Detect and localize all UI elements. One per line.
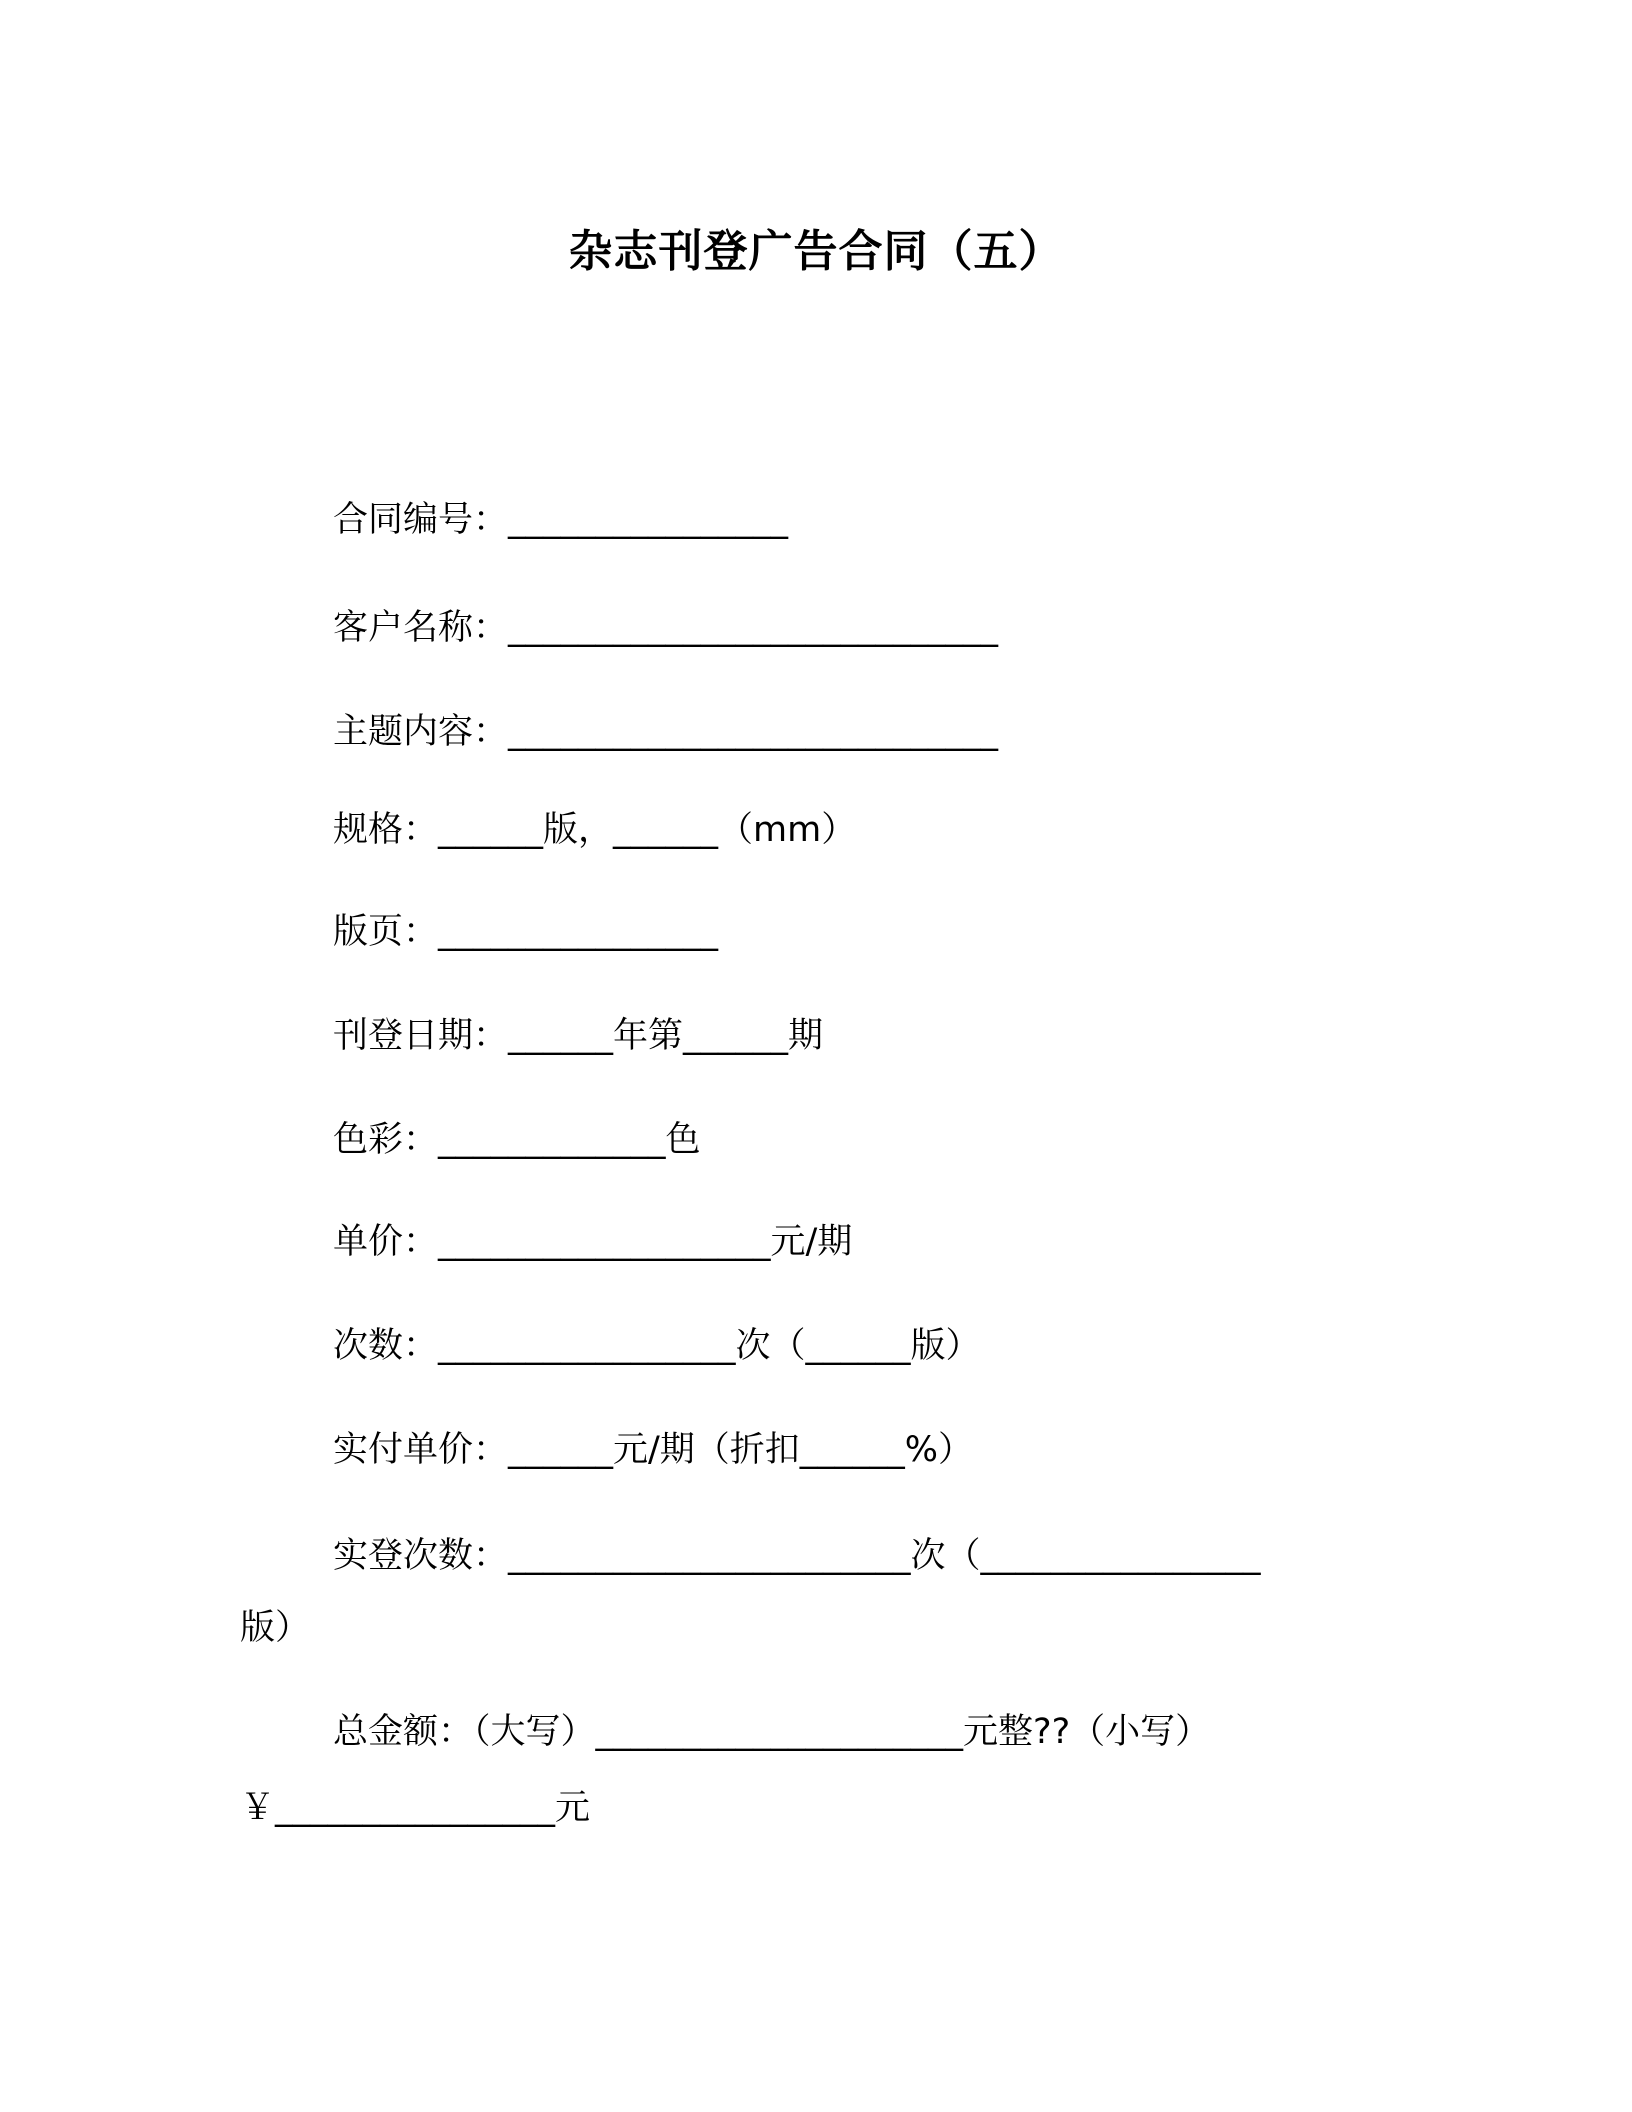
field-color: 色彩：_____________色: [333, 1120, 701, 1160]
field-times: 次数：_________________次（______版）: [333, 1326, 981, 1366]
document-title: 杂志刊登广告合同（五）: [568, 226, 1064, 277]
field-actual-times-cont: 版）: [240, 1608, 311, 1648]
field-unit-price: 单价：___________________元/期: [333, 1222, 853, 1262]
field-customer-name: 客户名称：____________________________: [333, 608, 999, 648]
field-total-amount-cont: ￥________________元: [240, 1788, 591, 1828]
field-paid-unit-price: 实付单价：______元/期（折扣______%）: [333, 1430, 974, 1470]
field-publish-date: 刊登日期：______年第______期: [333, 1016, 824, 1056]
field-contract-no: 合同编号：________________: [333, 500, 789, 540]
field-subject: 主题内容：____________________________: [333, 712, 999, 752]
field-page: 版页：________________: [333, 912, 719, 952]
field-spec: 规格：______版，______（mm）: [333, 810, 857, 850]
field-total-amount: 总金额：（大写）_____________________元整??（小写）: [333, 1712, 1211, 1752]
field-actual-times: 实登次数：_______________________次（________________: [333, 1536, 1261, 1576]
